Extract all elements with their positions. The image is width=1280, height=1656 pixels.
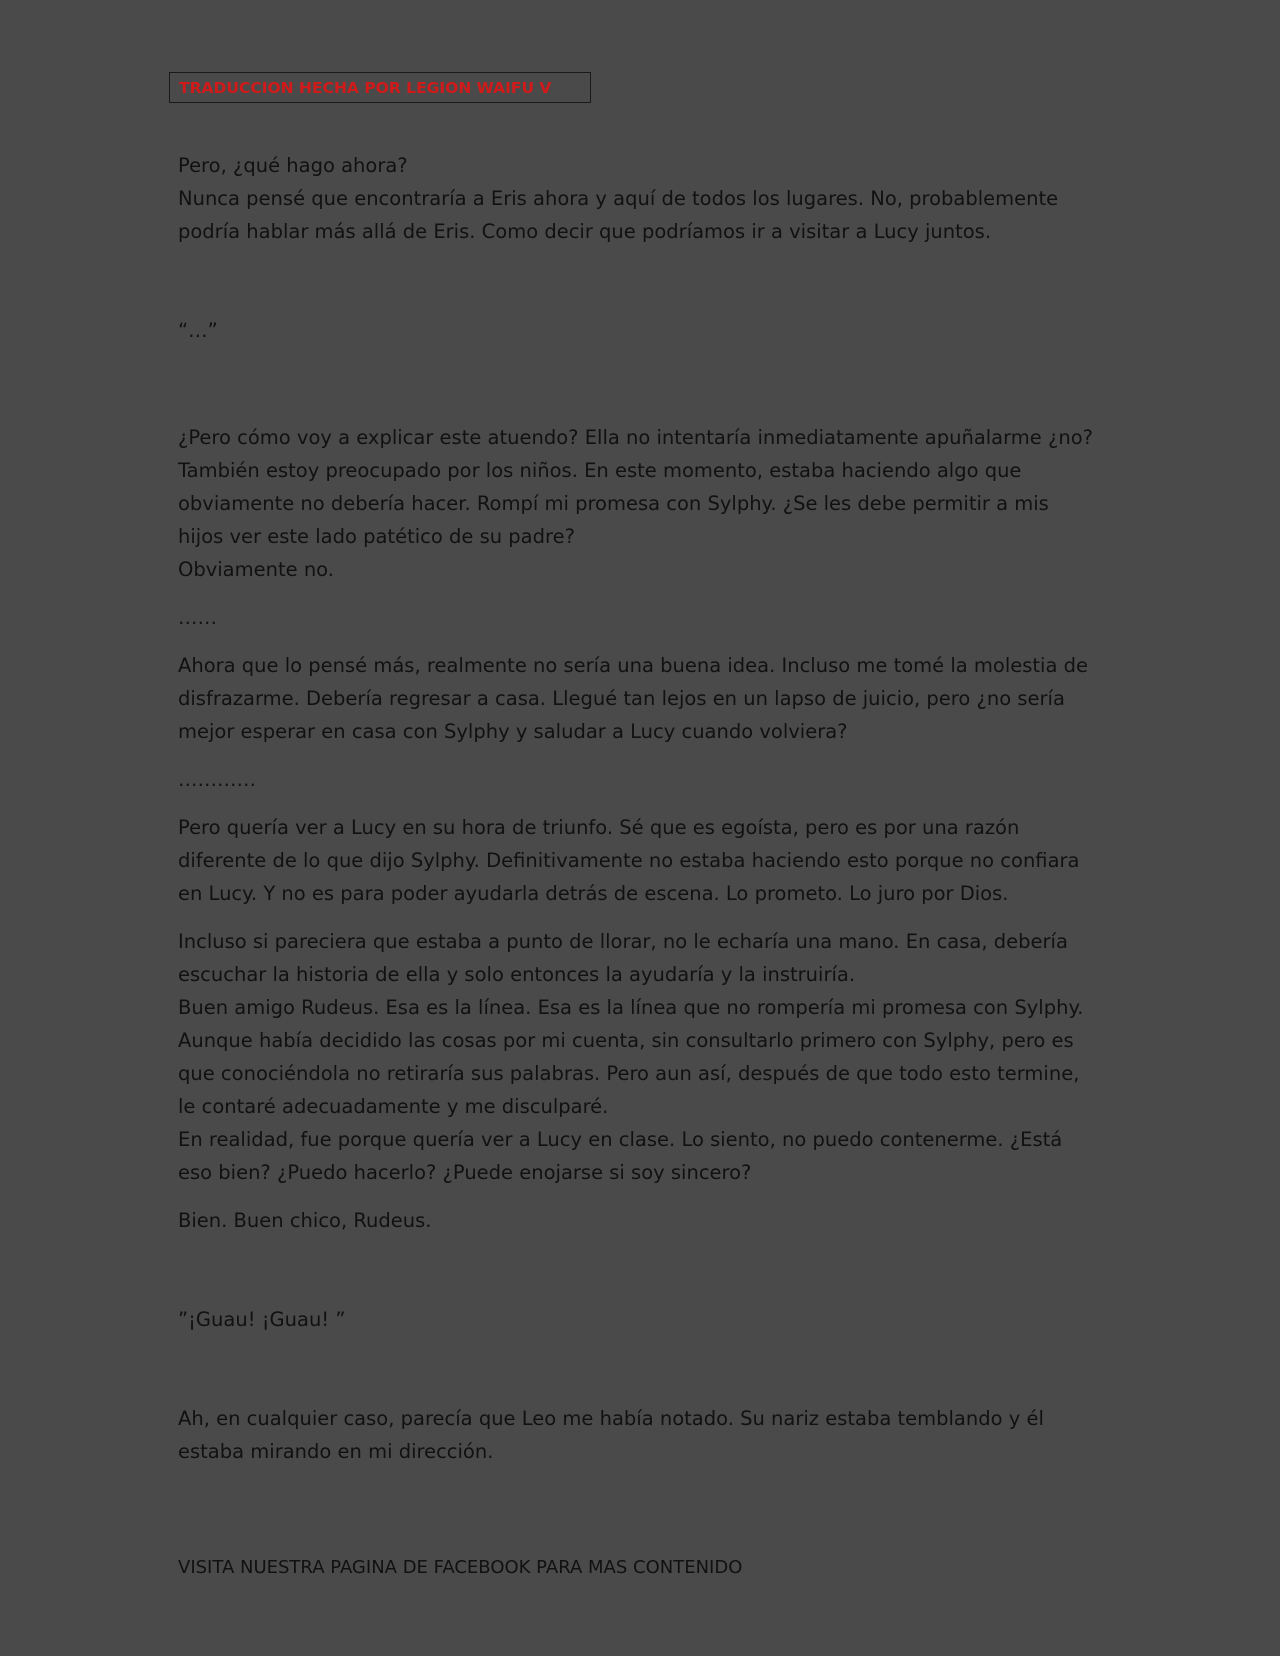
paragraph: Obviamente no.	[178, 558, 334, 581]
document-body	[178, 149, 1098, 1468]
paragraph: ¿Pero cómo voy a explicar este atuendo? Ella no intentaría inmediatamente apuñalarme ¿no? También estoy preocupado por los niños. En este momento, estaba haciendo algo que obviamente no debería hacer. Rompí mi promesa con Sylphy. ¿Se les debe permitir a mis hijos ver este lado patético de su padre?	[178, 426, 1093, 548]
translation-credit-banner: TRADUCCION HECHA POR LEGION WAIFU V	[169, 72, 591, 103]
dialogue-line: ”¡Guau! ¡Guau! ”	[178, 1308, 346, 1331]
paragraph: Ah, en cualquier caso, parecía que Leo me había notado. Su nariz estaba temblando y él estaba mirando en mi dirección.	[178, 1407, 1044, 1463]
ellipsis-line: ……	[178, 606, 217, 629]
paragraph: Incluso si pareciera que estaba a punto de llorar, no le echaría una mano. En casa, debería escuchar la historia de ella y solo entonces la ayudaría y la instruiría.	[178, 930, 1068, 986]
paragraph: Pero quería ver a Lucy en su hora de triunfo. Sé que es egoísta, pero es por una razón diferente de lo que dijo Sylphy. Definitivamente no estaba haciendo esto porque no confiara en Lucy. Y no es para poder ayudarla detrás de escena. Lo prometo. Lo juro por Dios.	[178, 816, 1080, 905]
ellipsis-line: …………	[178, 768, 256, 791]
paragraph: En realidad, fue porque quería ver a Lucy en clase. Lo siento, no puedo contenerme. ¿Está eso bien? ¿Puedo hacerlo? ¿Puede enojarse si soy sincero?	[178, 1128, 1063, 1184]
paragraph: Buen amigo Rudeus. Esa es la línea. Esa es la línea que no rompería mi promesa con Sylphy. Aunque había decidido las cosas por mi cuenta, sin consultarlo primero con Sylphy, pero es que conociéndola no retiraría sus palabras. Pero aun así, después de que todo esto termine, le contaré adecuadamente y me disculparé.	[178, 996, 1084, 1118]
paragraph: Bien. Buen chico, Rudeus.	[178, 1209, 432, 1232]
paragraph: Pero, ¿qué hago ahora?	[178, 154, 408, 177]
footer-promo-text: VISITA NUESTRA PAGINA DE FACEBOOK PARA MAS CONTENIDO	[178, 1557, 743, 1578]
paragraph: Nunca pensé que encontraría a Eris ahora y aquí de todos los lugares. No, probablemente podría hablar más allá de Eris. Como decir que podríamos ir a visitar a Lucy juntos.	[178, 187, 1059, 243]
paragraph: Ahora que lo pensé más, realmente no sería una buena idea. Incluso me tomé la molestia de disfrazarme. Debería regresar a casa. Llegué tan lejos en un lapso de juicio, pero ¿no sería mejor esperar en casa con Sylphy y saludar a Lucy cuando volviera?	[178, 654, 1088, 743]
dialogue-line: “…”	[178, 319, 218, 342]
